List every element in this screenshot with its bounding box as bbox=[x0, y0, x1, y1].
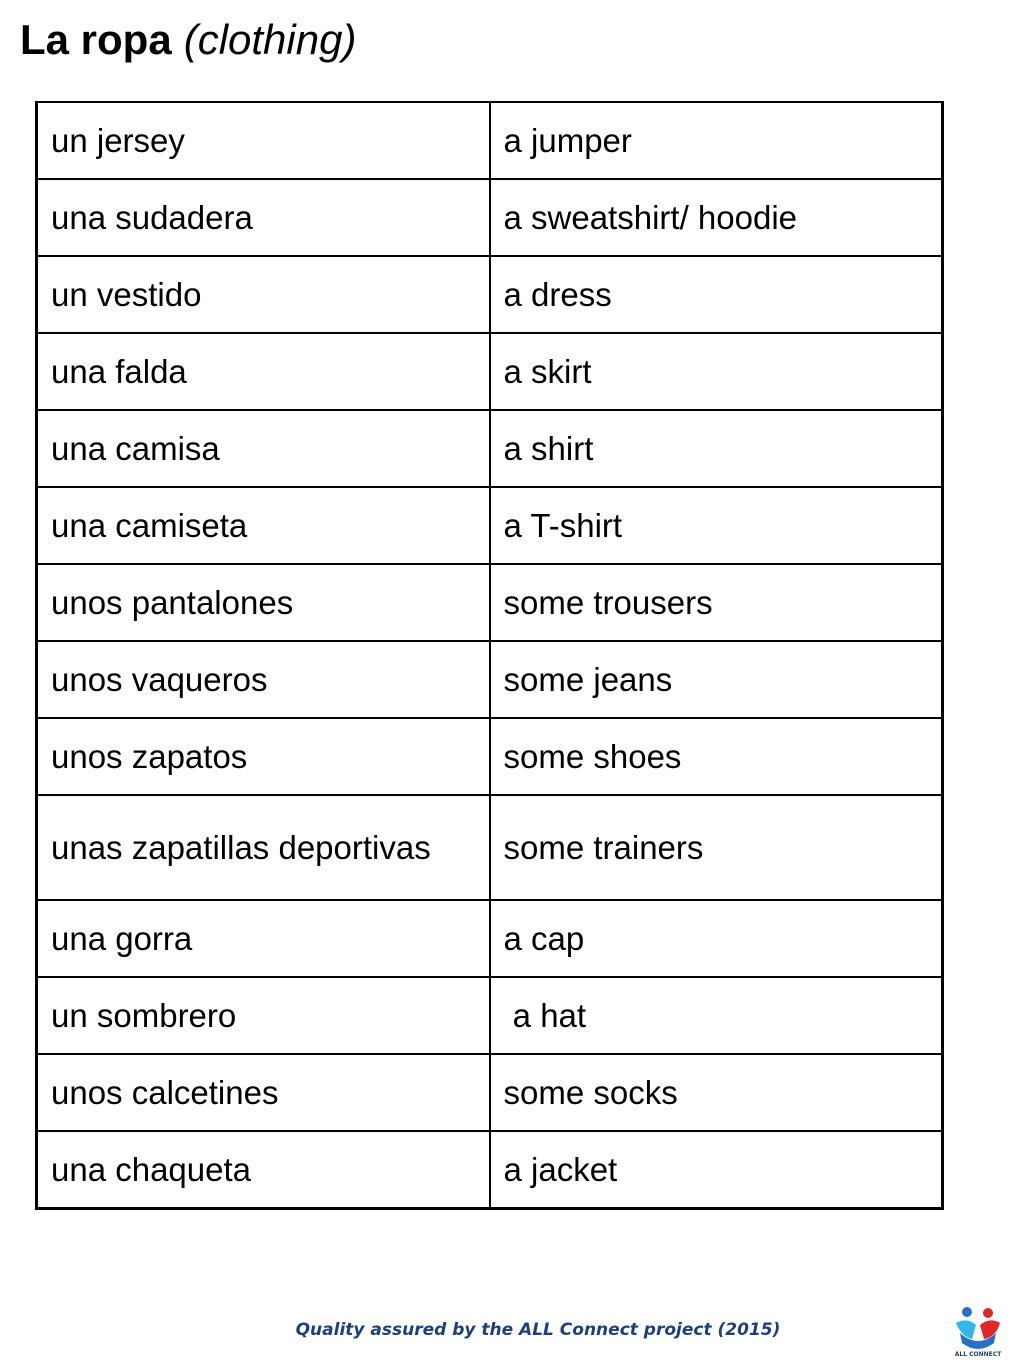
table-row bbox=[37, 333, 943, 410]
spanish-term: unos calcetines bbox=[37, 1054, 490, 1131]
spanish-term: una sudadera bbox=[37, 179, 490, 256]
all-connect-logo bbox=[950, 1303, 1006, 1359]
english-translation: some shoes bbox=[490, 718, 943, 795]
english-translation: a shirt bbox=[490, 410, 943, 487]
spanish-term: un jersey bbox=[37, 102, 490, 179]
spanish-term: una camiseta bbox=[37, 487, 490, 564]
spanish-term: una falda bbox=[37, 333, 490, 410]
table-row bbox=[37, 564, 943, 641]
table-row bbox=[37, 1131, 943, 1208]
page-title bbox=[20, 14, 356, 66]
vocabulary-table bbox=[35, 101, 944, 1210]
english-translation: a hat bbox=[490, 977, 943, 1054]
english-translation: a jumper bbox=[490, 102, 943, 179]
spanish-term: unos zapatos bbox=[37, 718, 490, 795]
english-translation: some trainers bbox=[490, 795, 943, 900]
table-row bbox=[37, 1054, 943, 1131]
english-translation: some socks bbox=[490, 1054, 943, 1131]
spanish-term: unos vaqueros bbox=[37, 641, 490, 718]
english-translation: a skirt bbox=[490, 333, 943, 410]
table-row bbox=[37, 256, 943, 333]
english-translation: a dress bbox=[490, 256, 943, 333]
spanish-term: una camisa bbox=[37, 410, 490, 487]
spanish-term: una chaqueta bbox=[37, 1131, 490, 1208]
footer-quality-note: Quality assured by the ALL Connect project (2015) bbox=[295, 1320, 781, 1340]
english-translation: a cap bbox=[490, 900, 943, 977]
spanish-term: una gorra bbox=[37, 900, 490, 977]
table-row bbox=[37, 900, 943, 977]
logo-wordmark: ALL CONNECT bbox=[954, 1351, 1002, 1358]
english-translation: some trousers bbox=[490, 564, 943, 641]
english-translation: a T-shirt bbox=[490, 487, 943, 564]
title-subtitle: (clothing) bbox=[183, 16, 357, 63]
title-main: La ropa bbox=[20, 16, 172, 63]
table-row bbox=[37, 179, 943, 256]
table-row bbox=[37, 102, 943, 179]
spanish-term: unos pantalones bbox=[37, 564, 490, 641]
spanish-term: un vestido bbox=[37, 256, 490, 333]
english-translation: some jeans bbox=[490, 641, 943, 718]
table-row bbox=[37, 410, 943, 487]
table-row bbox=[37, 795, 943, 900]
english-translation: a sweatshirt/ hoodie bbox=[490, 179, 943, 256]
table-row bbox=[37, 718, 943, 795]
table-row bbox=[37, 641, 943, 718]
english-translation: a jacket bbox=[490, 1131, 943, 1208]
table-row bbox=[37, 977, 943, 1054]
table-row bbox=[37, 487, 943, 564]
spanish-term: un sombrero bbox=[37, 977, 490, 1054]
spanish-term: unas zapatillas deportivas bbox=[37, 795, 490, 900]
